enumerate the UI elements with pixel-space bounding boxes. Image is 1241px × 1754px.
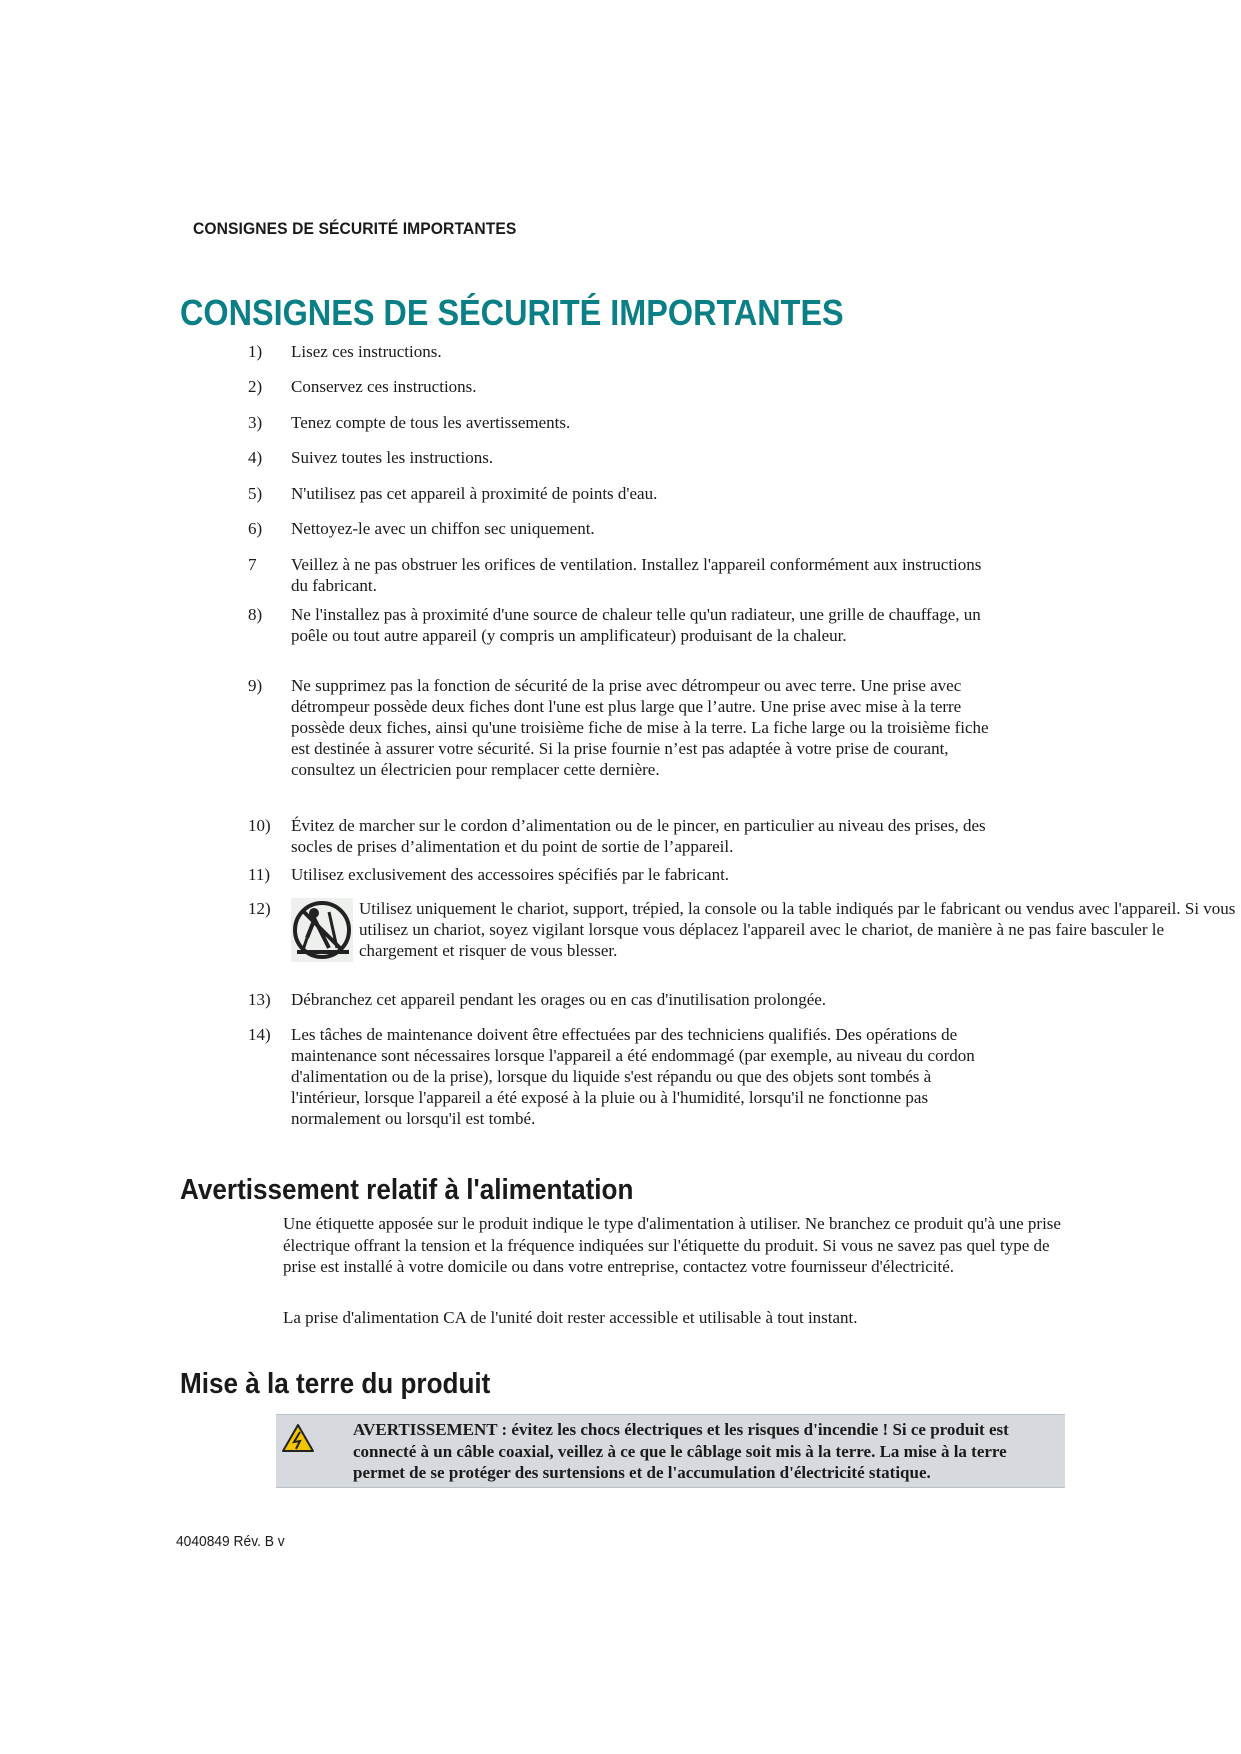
grounding-warning-box <box>276 1414 1065 1488</box>
item-text: Ne l'installez pas à proximité d'une source de chaleur telle qu'un radiateur, une grille de chauffage, un poêle ou tout autre appareil (y compris un amplificateur) produisant de la chaleur. <box>291 605 981 645</box>
power-warning-heading: Avertissement relatif à l'alimentation <box>180 1174 634 1206</box>
grounding-heading: Mise à la terre du produit <box>180 1368 491 1400</box>
item-number: 1) <box>248 342 263 361</box>
item-text: Les tâches de maintenance doivent être effectuées par des techniciens qualifiés. Des opérations de maintenance sont nécessaires lorsque l'appareil a été endommagé (par exemple, au niveau du cordon d'alimentation ou de la prise), lorsque du liquide s'est répandu ou que des objets sont tombés à l'intérieur, lorsque l'appareil a été exposé à la pluie ou à l'humidité, lorsqu'il ne fonctionne pas normalement ou lorsqu'il est tombé. <box>291 1025 975 1128</box>
item-number: 12) <box>248 899 271 918</box>
item-number: 5) <box>248 484 263 503</box>
item-text: Suivez toutes les instructions. <box>291 448 494 467</box>
item-number: 2) <box>248 377 263 396</box>
item-number: 13) <box>248 990 271 1009</box>
power-paragraph-2: La prise d'alimentation CA de l'unité doit rester accessible et utilisable à tout instant. <box>283 1308 858 1327</box>
page-title: CONSIGNES DE SÉCURITÉ IMPORTANTES <box>180 292 844 333</box>
item-number: 9) <box>248 676 263 695</box>
item-text: Utilisez exclusivement des accessoires spécifiés par le fabricant. <box>291 865 730 884</box>
power-paragraph-1: Une étiquette apposée sur le produit indique le type d'alimentation à utiliser. Ne branchez ce produit qu'à une prise électrique offrant la tension et la fréquence indiquées sur l'étiquette du produit. Si vous ne savez pas quel type de prise est installé à votre domicile ou dans votre entreprise, contactez votre fournisseur d'électricité. <box>283 1214 1061 1276</box>
item-number: 11) <box>248 865 271 884</box>
item-number: 10) <box>248 816 271 835</box>
item-text: Ne supprimez pas la fonction de sécurité de la prise avec détrompeur ou avec terre. Une prise avec détrompeur possède deux fiches dont l'une est plus large que l’autre. Une prise avec mise à la terre possède deux fiches, ainsi qu'une troisième fiche de mise à la terre. La fiche large ou la troisième fiche est destinée à assurer votre sécurité. Si la prise fournie n’est pas adaptée à votre prise de courant, consultez un électricien pour remplacer cette dernière. <box>291 676 989 779</box>
electrical-hazard-icon <box>281 1423 315 1453</box>
item-text: Évitez de marcher sur le cordon d’alimentation ou de le pincer, en particulier au niveau des prises, des socles de prises d’alimentation et du point de sortie de l’appareil. <box>291 816 986 856</box>
item-text: N'utilisez pas cet appareil à proximité de points d'eau. <box>291 484 658 503</box>
item-text: Lisez ces instructions. <box>291 342 442 361</box>
running-header: CONSIGNES DE SÉCURITÉ IMPORTANTES <box>193 219 517 238</box>
page-footer: 4040849 Rév. B v <box>176 1533 285 1550</box>
item-number: 3) <box>248 413 263 432</box>
item-text: Nettoyez-le avec un chiffon sec uniquement. <box>291 519 595 538</box>
item-number: 6) <box>248 519 263 538</box>
item-number: 14) <box>248 1025 271 1044</box>
item-text: Veillez à ne pas obstruer les orifices de ventilation. Installez l'appareil conformément aux instructions du fabricant. <box>291 555 982 595</box>
no-cart-tipping-icon <box>291 898 353 962</box>
item-text: Conservez ces instructions. <box>291 377 477 396</box>
grounding-warning-text: AVERTISSEMENT : évitez les chocs électriques et les risques d'incendie ! Si ce produit est connecté à un câble coaxial, veillez à ce que le câblage soit mis à la terre. La mise à la terre permet de se protéger des surtensions et de l'accumulation d'électricité statique. <box>353 1420 1009 1482</box>
item-text: Utilisez uniquement le chariot, support, trépied, la console ou la table indiqués par le fabricant ou vendus avec l'appareil. Si vous utilisez un chariot, soyez vigilant lorsque vous déplacez l'appareil avec le chariot, de manière à ne pas faire basculer le chargement et risquer de vous blesser. <box>359 899 1236 960</box>
item-number: 7 <box>248 555 257 574</box>
item-number: 4) <box>248 448 263 467</box>
item-text: Tenez compte de tous les avertissements. <box>291 413 571 432</box>
item-number: 8) <box>248 605 263 624</box>
item-text: Débranchez cet appareil pendant les orages ou en cas d'inutilisation prolongée. <box>291 990 827 1009</box>
